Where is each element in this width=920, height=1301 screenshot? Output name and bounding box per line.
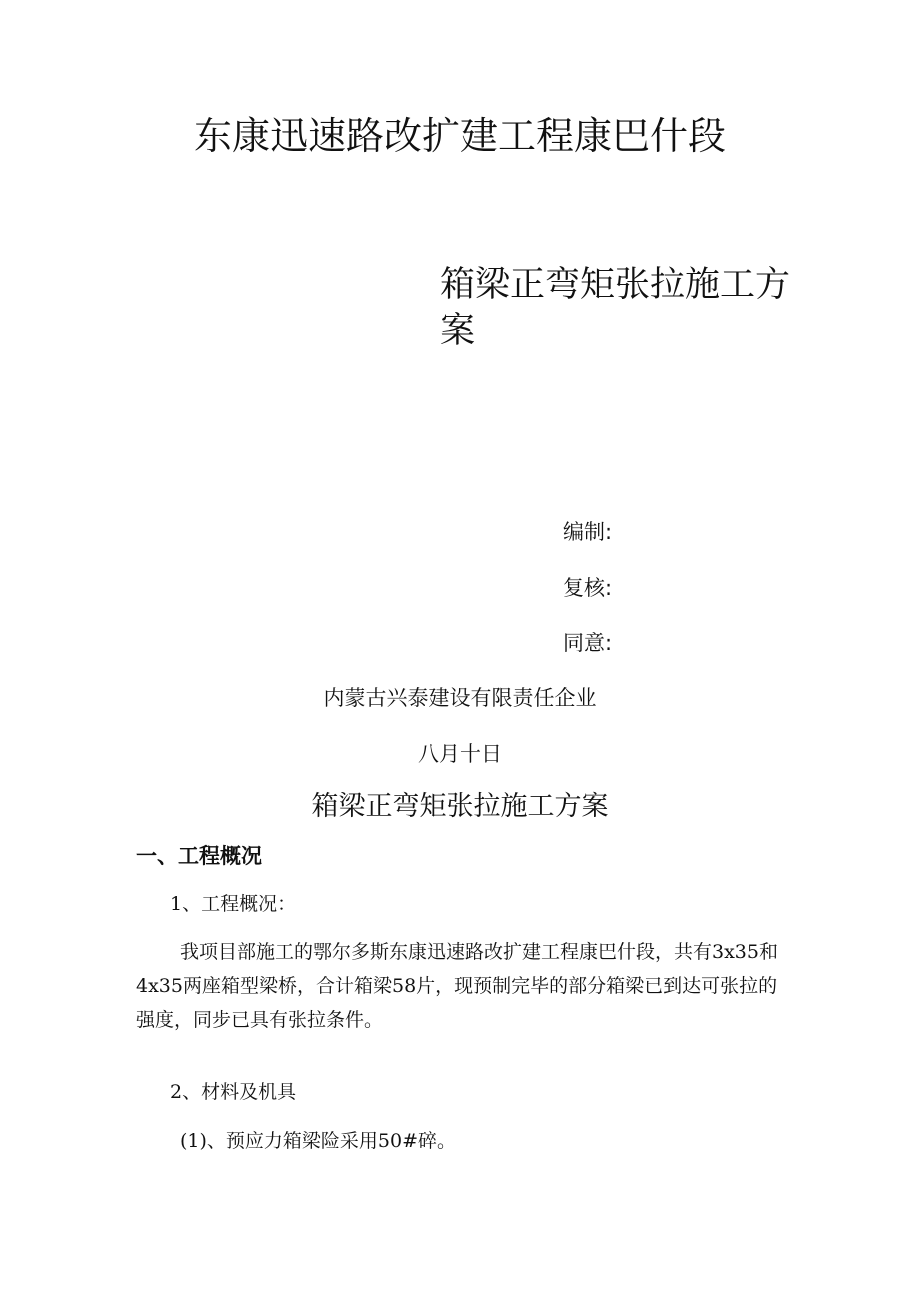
overview-paragraph: 我项目部施工的鄂尔多斯东康迅速路改扩建工程康巴什段，共有3x35和4x35两座箱型梁桥，合计箱梁58片，现预制完毕的部分箱梁已到达可张拉的强度，同步已具有张拉条件。 (136, 941, 778, 1031)
project-title: 东康迅速路改扩建工程康巴什段 (193, 114, 726, 158)
plan-title: 箱梁正弯矩张拉施工方案 (440, 265, 791, 351)
company-name: 内蒙古兴泰建设有限责任企业 (323, 686, 597, 710)
section-heading: 一、工程概况 (136, 844, 262, 868)
subsection-heading: 2、材料及机具 (170, 1081, 297, 1103)
subsection-heading: 1、工程概况： (170, 893, 297, 915)
body-title: 箱梁正弯矩张拉施工方案 (311, 791, 609, 822)
editor-signature-label: 编制: (563, 520, 613, 544)
reviewer-signature-label: 复核: (563, 576, 613, 600)
approver-signature-label: 同意: (563, 631, 613, 655)
list-item: (1)、预应力箱梁险采用50#碎。 (180, 1130, 457, 1152)
document-date: 八月十日 (418, 742, 502, 766)
